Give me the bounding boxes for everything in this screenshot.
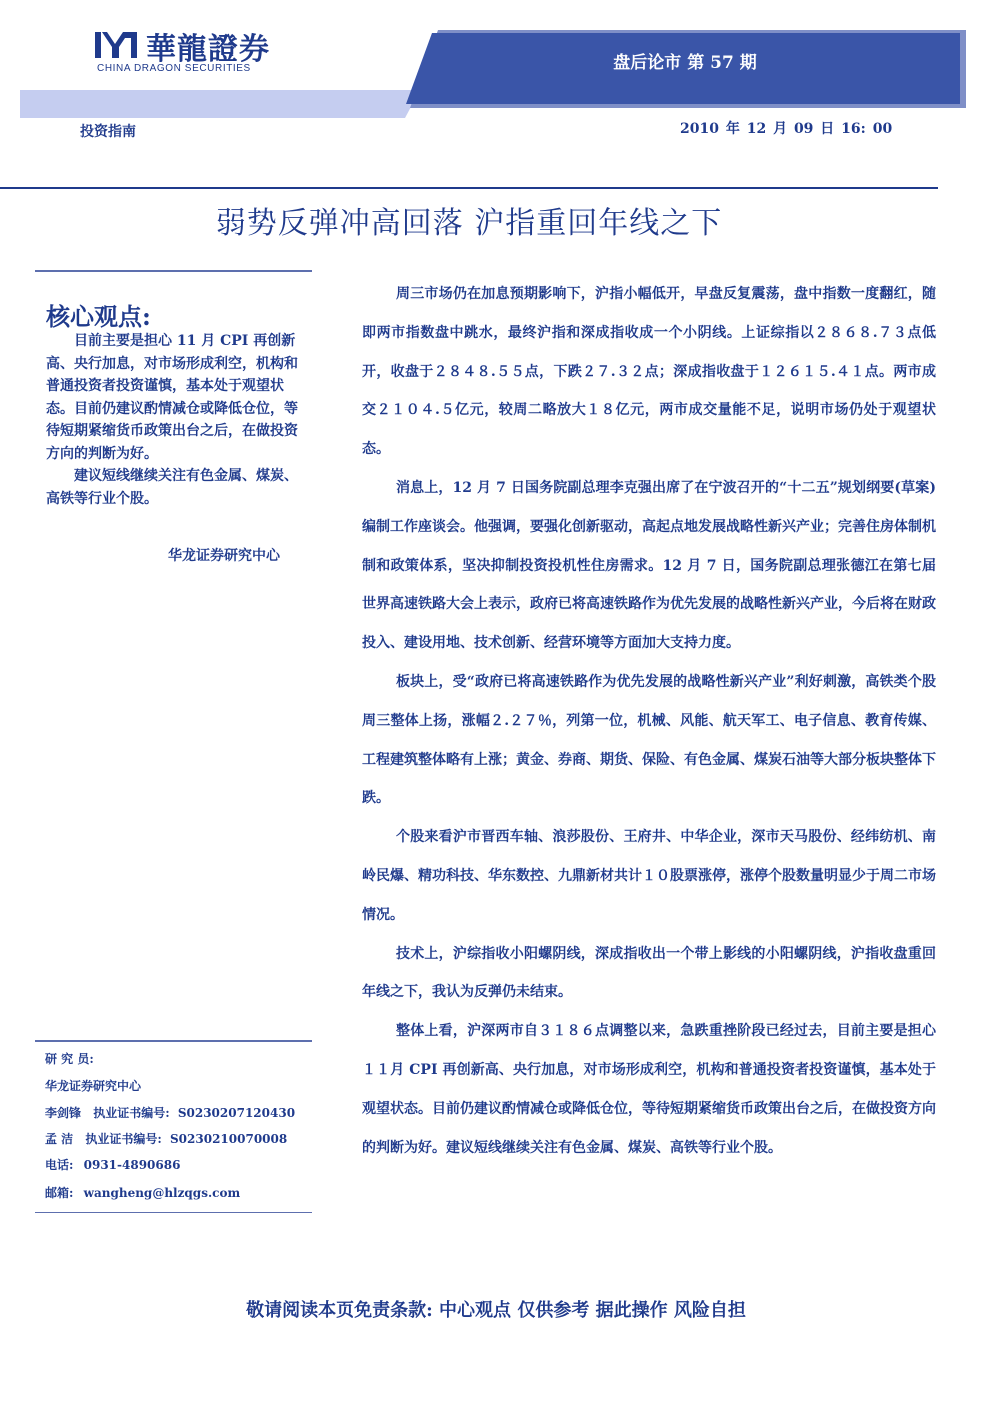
issue-title: 盘后论市 第 57 期 (613, 53, 757, 73)
company-logo-en: CHINA DRAGON SECURITIES (97, 63, 251, 74)
core-view-text (46, 330, 304, 510)
report-body (362, 275, 936, 1167)
analyst-row (45, 1104, 295, 1121)
phone-number: 0931-4890686 (83, 1158, 181, 1172)
sidebar-divider (35, 270, 312, 272)
core-view-signature: 华龙证券研究中心 (168, 548, 280, 564)
analyst-info-box (35, 1040, 312, 1213)
body-paragraph: 周三市场仍在加息预期影响下，沪指小幅低开，早盘反复震荡，盘中指数一度翻红，随即两市指数盘中跳水，最终沪指和深成指收成一个小阴线。上证综指以２８６８.７３点低开，收盘于２８４８.５５点，下跌２７.３２点；深成指收盘于１２６１５.４１点。两市成交２１０４.５亿元，较周二略放大１８亿元，两市成交量能不足，说明市场仍处于观望状态。 (362, 286, 936, 458)
phone-row (45, 1156, 180, 1173)
analyst-name: 李剑锋 (45, 1106, 82, 1120)
email-row (45, 1184, 240, 1201)
cert-number: S0230207120430 (177, 1106, 296, 1120)
report-category: 投资指南 (80, 124, 136, 140)
body-paragraph: 个股来看沪市晋西车轴、浪莎股份、王府井、中华企业，深市天马股份、经纬纺机、南岭民爆、精功科技、华东数控、九鼎新材共计１０股票涨停，涨停个股数量明显少于周二市场情况。 (362, 829, 936, 923)
company-logo-cn: 華龍證券 (146, 32, 270, 67)
disclaimer-footer: 敬请阅读本页免责条款: 中心观点 仅供参考 据此操作 风险自担 (246, 1300, 746, 1321)
email-label: 邮箱: (45, 1186, 74, 1200)
core-view-heading: 核心观点: (46, 302, 151, 331)
phone-label: 电话: (45, 1158, 74, 1172)
report-date-time: 2010 年 12 月 09 日 16: 00 (680, 121, 893, 137)
research-org: 华龙证券研究中心 (45, 1079, 142, 1093)
body-paragraph: 消息上，12 月 7 日国务院副总理李克强出席了在宁波召开的“十二五”规划纲要(草案)编制工作座谈会。他强调，要强化创新驱动，高起点地发展战略性新兴产业；完善住房体制机制和政策体系，坚决抑制投资投机性住房需求。12 月 7 日，国务院副总理张德江在第七届世界高速铁路大会上表示，政府已将高速铁路作为优先发展的战略性新兴产业，今后将在财政投入、建设用地、技术创新、经营环境等方面加大支持力度。 (362, 479, 936, 652)
report-title: 弱势反弹冲高回落 沪指重回年线之下 (215, 206, 723, 241)
body-paragraph: 整体上看，沪深两市自３１８６点调整以来，急跌重挫阶段已经过去，目前主要是担心１１月 CPI 再创新高、央行加息，对市场形成利空，机构和普通投资者投资谨慎，基本处于观望状态。目前仍建议酌情减仓或降低仓位，等待短期紧缩货币政策出台之后，在做投资方向的判断为好。建议短线继续关注有色金属、煤炭、高铁等行业个股。 (362, 1023, 936, 1156)
cert-number: S0230210070008 (170, 1132, 288, 1146)
core-paragraph: 目前主要是担心 11 月 CPI 再创新高、央行加息，对市场形成利空，机构和普通投资者投资谨慎，基本处于观望状态。目前仍建议酌情减仓或降低仓位，等待短期紧缩货币政策出台之后，在做投资方向的判断为好。 (46, 333, 298, 462)
header-divider (0, 187, 938, 189)
core-paragraph: 建议短线继续关注有色金属、煤炭、高铁等行业个股。 (46, 468, 298, 507)
body-paragraph: 技术上，沪综指收小阳螺阴线，深成指收出一个带上影线的小阳螺阴线，沪指收盘重回年线之下，我认为反弹仍未结束。 (362, 945, 936, 1001)
cert-label: 执业证书编号: (85, 1132, 162, 1146)
analyst-name: 孟 洁 (45, 1132, 74, 1146)
analyst-row (45, 1130, 287, 1147)
email-link[interactable]: wangheng@hlzqgs.com (83, 1186, 241, 1200)
logo-mark-icon (95, 30, 141, 60)
light-band (20, 90, 420, 118)
researcher-label: 研 究 员: (45, 1052, 94, 1066)
body-paragraph: 板块上，受“政府已将高速铁路作为优先发展的战略性新兴产业”利好刺激，高铁类个股周三整体上扬，涨幅２.２７％，列第一位，机械、风能、航天军工、电子信息、教育传媒、工程建筑整体略有上涨；黄金、券商、期货、保险、有色金属、煤炭石油等大部分板块整体下跌。 (362, 673, 936, 807)
cert-label: 执业证书编号: (93, 1106, 170, 1120)
